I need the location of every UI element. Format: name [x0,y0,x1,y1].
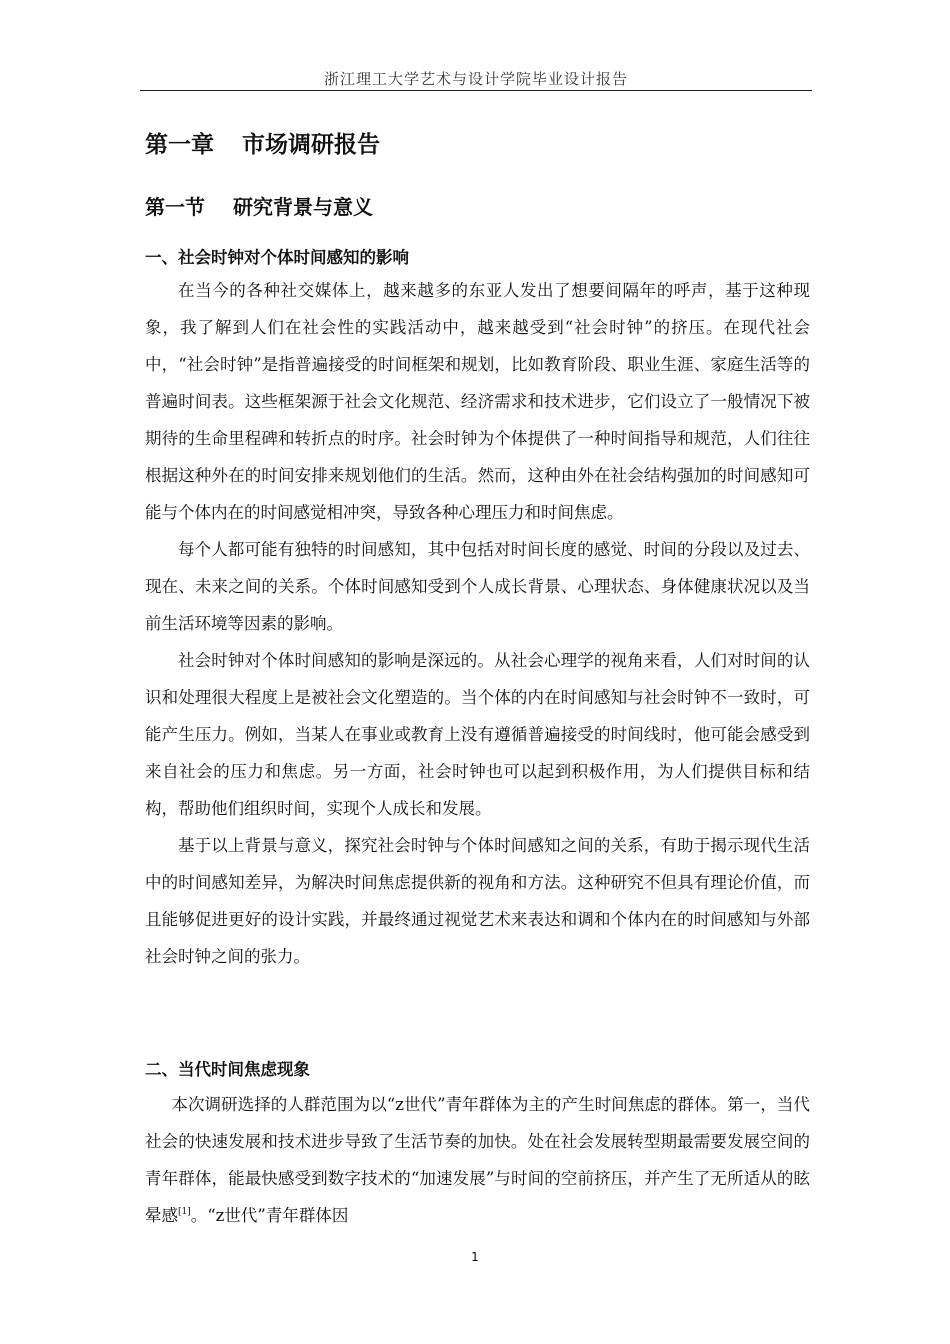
running-header: 浙江理工大学艺术与设计学院毕业设计报告 [323,70,628,88]
section-title: 研究背景与意义 [233,195,373,219]
subsection-heading-2: 二、当代时间焦虑现象 [145,1060,310,1079]
subsection-1-body [145,272,810,975]
paragraph: 在当今的各种社交媒体上，越来越多的东亚人发出了想要间隔年的呼声，基于这种现象，我了解到人们在社会性的实践活动中，越来越受到“社会时钟”的挤压。在现代社会中，“社会时钟”是指普遍接受的时间框架和规划，比如教育阶段、职业生涯、家庭生活等的普遍时间表。这些框架源于社会文化规范、经济需求和技术进步，它们设立了一般情况下被期待的生命里程碑和转折点的时序。社会时钟为个体提供了一种时间指导和规范，人们往往根据这种外在的时间安排来规划他们的生活。然而，这种由外在社会结构强加的时间感知可能与个体内在的时间感觉相冲突，导致各种心理压力和时间焦虑。 [145,281,810,522]
subsection-2-body [145,1086,810,1234]
paragraph-text-cont: 。“z世代”青年群体因 [190,1206,349,1225]
chapter-heading [145,126,380,159]
header-rule [140,90,812,91]
citation-ref[interactable]: [1] [178,1207,191,1217]
paragraph-text: 本次调研选择的人群范围为以“z世代”青年群体为主的产生时间焦虑的群体。第一，当代社会的快速发展和技术进步导致了生活节奏的加快。处在社会发展转型期最需要发展空间的青年群体，能最快感受到数字技术的“加速发展”与时间的空前挤压，并产生了无所适从的眩晕感 [145,1095,810,1225]
paragraph: 每个人都可能有独特的时间感知，其中包括对时间长度的感觉、时间的分段以及过去、现在、未来之间的关系。个体时间感知受到个人成长背景、心理状态、身体健康状况以及当前生活环境等因素的影响。 [145,540,810,633]
section-heading [145,191,373,220]
paragraph: 社会时钟对个体时间感知的影响是深远的。从社会心理学的视角来看，人们对时间的认识和处理很大程度上是被社会文化塑造的。当个体的内在时间感知与社会时钟不一致时，可能产生压力。例如，当某人在事业或教育上没有遵循普遍接受的时间线时，他可能会感受到来自社会的压力和焦虑。另一方面，社会时钟也可以起到积极作用，为人们提供目标和结构，帮助他们组织时间，实现个人成长和发展。 [145,651,810,818]
subsection-heading-1: 一、社会时钟对个体时间感知的影响 [145,248,409,267]
paragraph: 基于以上背景与意义，探究社会时钟与个体时间感知之间的关系，有助于揭示现代生活中的时间感知差异，为解决时间焦虑提供新的视角和方法。这种研究不但具有理论价值，而且能够促进更好的设计实践，并最终通过视觉艺术来表达和调和个体内在的时间感知与外部社会时钟之间的张力。 [145,836,810,966]
section-number: 第一节 [145,195,205,219]
paragraph [145,1086,810,1234]
chapter-number: 第一章 [145,132,214,158]
chapter-title: 市场调研报告 [242,132,380,158]
page-number: 1 [471,1250,479,1264]
